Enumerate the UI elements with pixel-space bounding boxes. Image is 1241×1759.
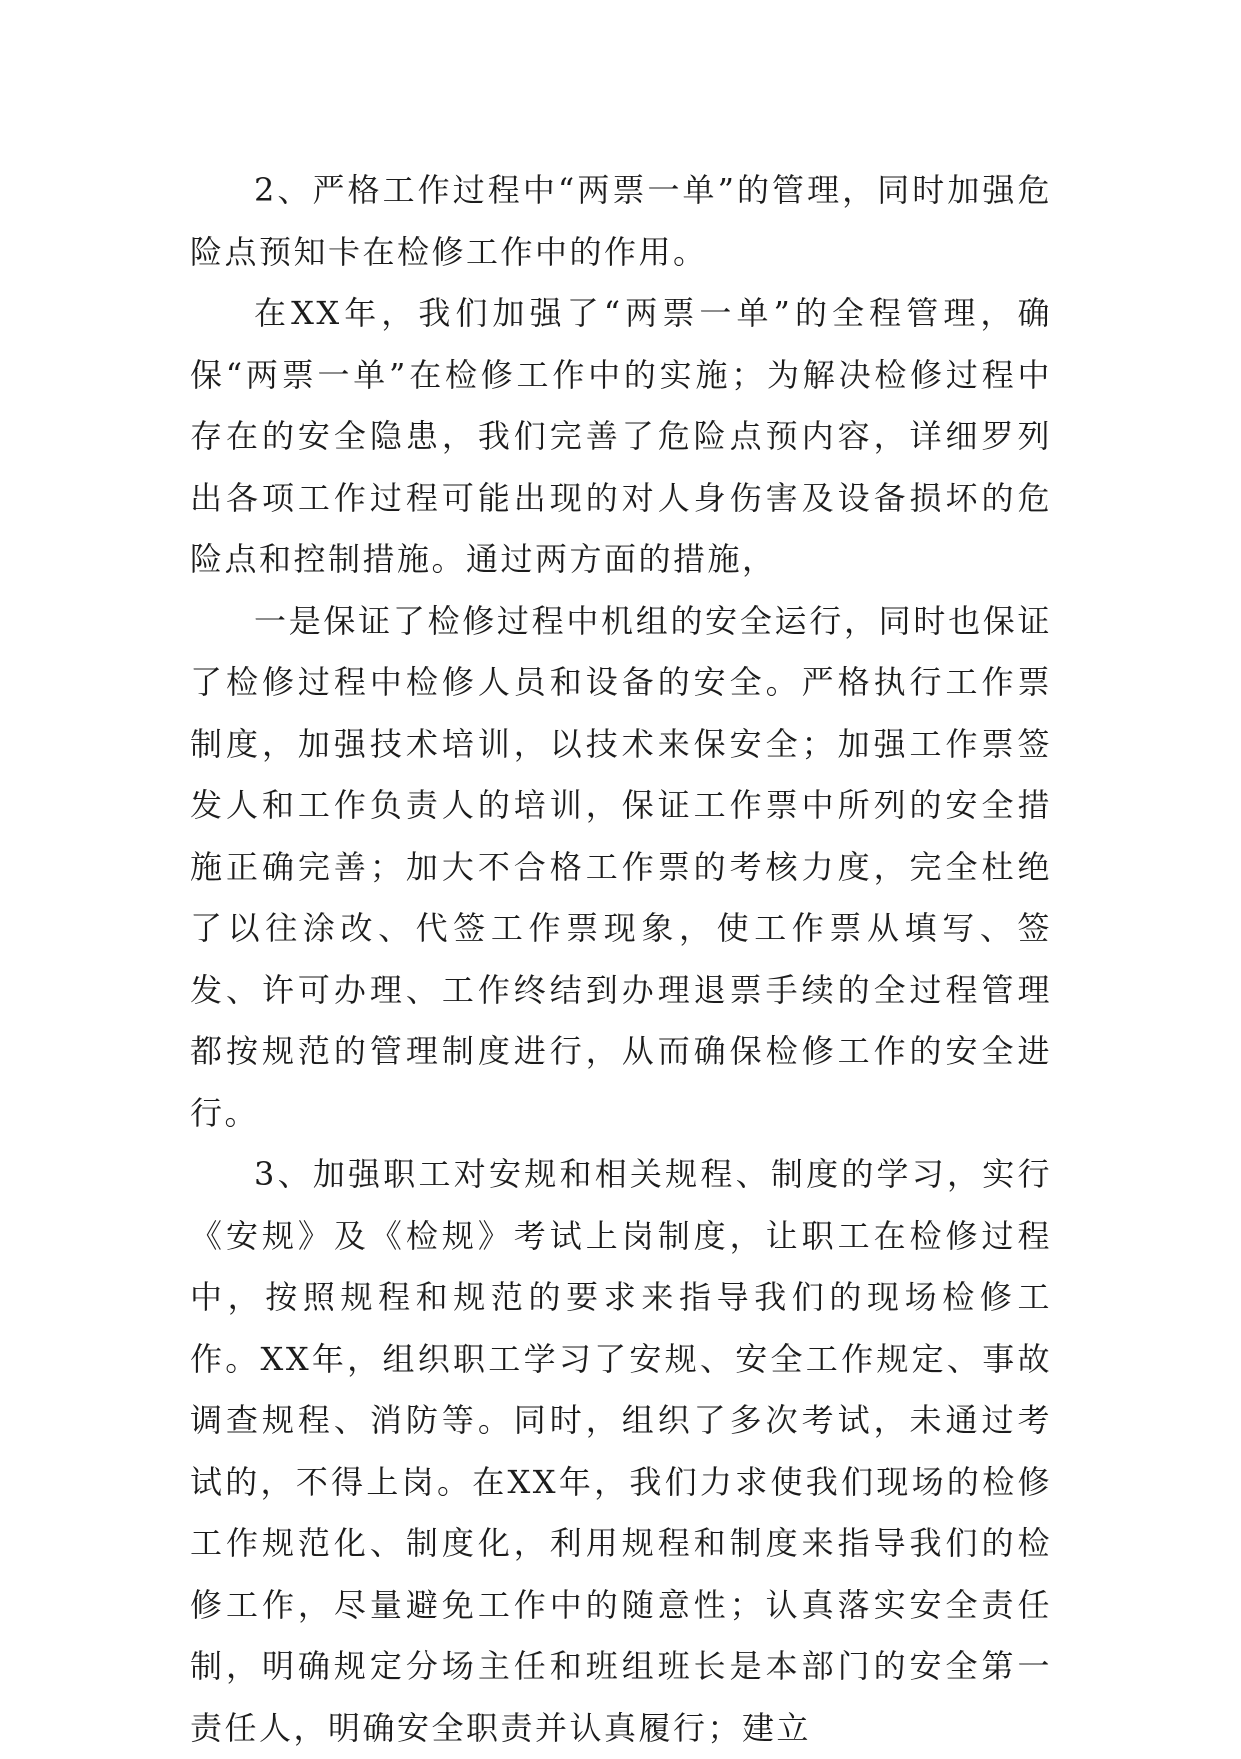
document-body <box>190 160 1052 1759</box>
paragraph-safety-outcome: 一是保证了检修过程中机组的安全运行，同时也保证了检修过程中检修人员和设备的安全。严格执行工作票制度，加强技术培训，以技术来保安全；加强工作票签发人和工作负责人的培训，保证工作票中所列的安全措施正确完善；加大不合格工作票的考核力度，完全杜绝了以往涂改、代签工作票现象，使工作票从填写、签发、许可办理、工作终结到办理退票手续的全过程管理都按规范的管理制度进行，从而确保检修工作的安全进行。 <box>190 601 1052 1132</box>
paragraph-annual-management: 在XX年，我们加强了“两票一单”的全程管理，确保“两票一单”在检修工作中的实施；为解决检修过程中存在的安全隐患，我们完善了危险点预内容，详细罗列出各项工作过程可能出现的对人身伤害及设备损坏的危险点和控制措施。通过两方面的措施， <box>190 294 1052 578</box>
paragraph-item-3: 3、加强职工对安规和相关规程、制度的学习，实行《安规》及《检规》考试上岗制度，让职工在检修过程中，按照规程和规范的要求来指导我们的现场检修工作。XX年，组织职工学习了安规、安全工作规定、事故调查规程、消防等。同时，组织了多次考试，未通过考试的，不得上岗。在XX年，我们力求使我们现场的检修工作规范化、制度化，利用规程和制度来指导我们的检修工作，尽量避免工作中的随意性；认真落实安全责任制，明确规定分场主任和班组班长是本部门的安全第一责任人，明确安全职责并认真履行；建立 <box>190 1155 1052 1747</box>
paragraph-item-2: 2、严格工作过程中“两票一单”的管理，同时加强危险点预知卡在检修工作中的作用。 <box>190 171 1052 271</box>
